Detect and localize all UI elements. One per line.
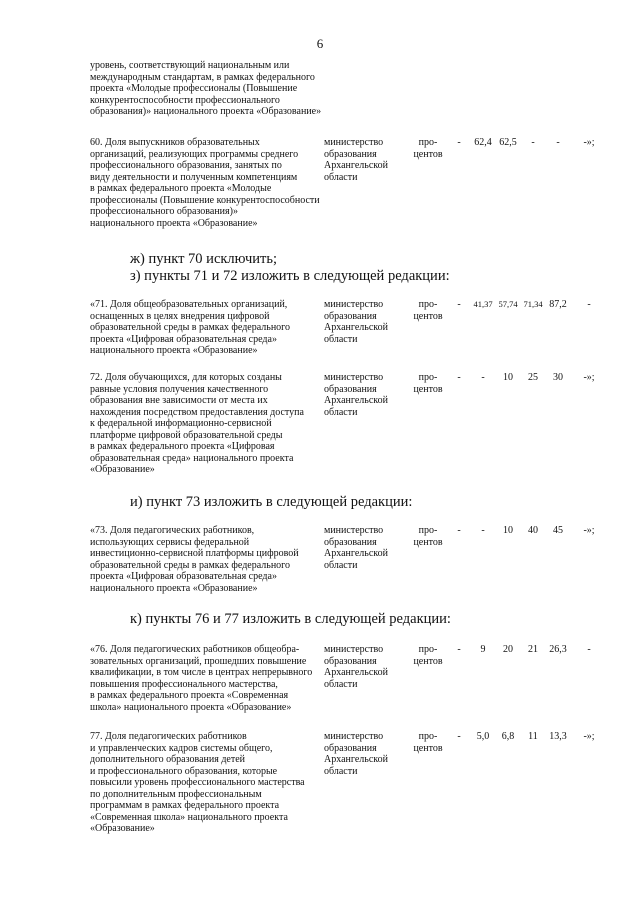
cell-text-line: про- bbox=[418, 137, 438, 148]
cell-text-line: министерство bbox=[324, 731, 384, 742]
cell-text-line: повышения профессионального мастерства, bbox=[90, 678, 278, 690]
cell-text-line: виду деятельности и полученным компетенциям bbox=[90, 171, 298, 183]
cell-text-line: Архангельской bbox=[324, 395, 388, 406]
cell-text-line: в рамках федерального проекта «Современная bbox=[90, 690, 289, 701]
responsible-organization bbox=[324, 644, 402, 690]
amendment-heading-z: з) пункты 71 и 72 изложить в следующей редакции: bbox=[130, 268, 450, 284]
unit-of-measure bbox=[406, 731, 450, 754]
cell-text-line: конкурентоспособности профессионального bbox=[90, 94, 280, 106]
cell-text-line: про- bbox=[418, 644, 438, 655]
cell-text-line: образования bbox=[324, 310, 377, 322]
cell-text-line: образования bbox=[324, 655, 377, 667]
cell-text-line: области bbox=[324, 171, 358, 183]
responsible-organization bbox=[324, 299, 402, 345]
cell-text-line: министерство bbox=[324, 644, 384, 655]
cell-text-line: центов bbox=[413, 310, 443, 322]
cell-text-line: области bbox=[324, 765, 358, 777]
cell-text-line: «Образование» bbox=[90, 464, 155, 475]
cell-text-line: про- bbox=[418, 525, 438, 536]
cell-text-line: «71. Доля общеобразовательных организаций, bbox=[90, 299, 288, 310]
cell-text-line: проекта «Молодые профессионалы (Повышение bbox=[90, 83, 298, 94]
cell-text-line: и профессионального образования, которые bbox=[90, 765, 278, 777]
unit-of-measure bbox=[406, 525, 450, 548]
indicator-value-4: 25 bbox=[528, 372, 538, 383]
cell-text-line: образовательной среды в рамках федерального bbox=[90, 322, 291, 333]
indicator-value-2: 62,4 bbox=[474, 137, 492, 148]
cell-text-line: «76. Доля педагогических работников общеобра- bbox=[90, 644, 300, 655]
indicator-description bbox=[90, 644, 320, 713]
indicator-value-4: 71,34 bbox=[523, 299, 543, 309]
indicator-value-1: - bbox=[457, 299, 461, 310]
indicator-description bbox=[90, 731, 320, 835]
indicator-value-5: 30 bbox=[553, 372, 563, 383]
cell-text-line: Архангельской bbox=[324, 548, 388, 559]
cell-text-line: центов bbox=[413, 536, 443, 548]
cell-text-line: проекта «Цифровая образовательная среда» bbox=[90, 571, 277, 582]
indicator-description bbox=[90, 372, 320, 476]
cell-text-line: повысили уровень профессионального мастерства bbox=[90, 777, 305, 788]
indicator-value-6: -»; bbox=[583, 525, 595, 536]
indicator-value-3: 6,8 bbox=[501, 731, 515, 742]
unit-of-measure bbox=[406, 299, 450, 322]
cell-text-line: про- bbox=[418, 372, 438, 383]
responsible-organization bbox=[324, 372, 402, 418]
amendment-heading-k: к) пункты 76 и 77 изложить в следующей редакции: bbox=[130, 611, 451, 627]
indicator-value-3: 10 bbox=[503, 525, 513, 536]
indicator-value-1: - bbox=[457, 525, 461, 536]
cell-text-line: платформе цифровой образовательной среды bbox=[90, 429, 283, 441]
unit-of-measure bbox=[406, 644, 450, 667]
indicator-value-5: - bbox=[556, 137, 560, 148]
cell-text-line: «Образование» bbox=[90, 823, 155, 834]
cell-text-line: национального проекта «Образование» bbox=[90, 582, 258, 594]
cell-text-line: инвестиционно-сервисной платформы цифровой bbox=[90, 548, 299, 559]
cell-text-line: области bbox=[324, 559, 358, 571]
cell-text-line: Архангельской bbox=[324, 667, 388, 678]
cell-text-line: образования)» национального проекта «Образование» bbox=[90, 106, 322, 117]
cell-text-line: проекта «Цифровая образовательная среда» bbox=[90, 333, 277, 345]
indicator-value-2: - bbox=[481, 525, 485, 536]
cell-text-line: Архангельской bbox=[324, 754, 388, 765]
cell-text-line: зовательных организаций, прошедших повышение bbox=[90, 655, 307, 667]
cell-text-line: 60. Доля выпускников образовательных bbox=[90, 137, 260, 148]
indicator-value-6: -»; bbox=[583, 731, 595, 742]
cell-text-line: в рамках федерального проекта «Цифровая bbox=[90, 441, 275, 452]
cell-text-line: образовательной среды в рамках федерального bbox=[90, 559, 291, 571]
responsible-organization bbox=[324, 525, 402, 571]
indicator-value-6: - bbox=[587, 299, 591, 310]
cell-text-line: профессионального образования, занятых по bbox=[90, 160, 282, 171]
cell-text-line: международным стандартам, в рамках федерального bbox=[90, 71, 315, 83]
indicator-description bbox=[90, 137, 320, 229]
cell-text-line: 77. Доля педагогических работников bbox=[90, 731, 247, 742]
cell-text-line: центов bbox=[413, 655, 443, 667]
cell-text-line: центов bbox=[413, 148, 443, 160]
indicator-value-3: 62,5 bbox=[499, 137, 517, 148]
cell-text-line: нахождения посредством предоставления доступа bbox=[90, 406, 304, 418]
indicator-value-2: 41,37 bbox=[473, 299, 493, 309]
cell-text-line: дополнительного образования детей bbox=[90, 754, 245, 765]
cell-text-line: в рамках федерального проекта «Молодые bbox=[90, 183, 272, 194]
indicator-value-5: 87,2 bbox=[549, 299, 567, 310]
indicator-value-5: 26,3 bbox=[549, 644, 567, 655]
unit-of-measure bbox=[406, 137, 450, 160]
cell-text-line: центов bbox=[413, 383, 443, 395]
cell-text-line: министерство bbox=[324, 525, 384, 536]
unit-of-measure bbox=[406, 372, 450, 395]
indicator-value-6: -»; bbox=[583, 372, 595, 383]
responsible-organization bbox=[324, 731, 402, 777]
indicator-value-3: 20 bbox=[503, 644, 513, 655]
indicator-value-5: 45 bbox=[553, 525, 563, 536]
cell-text-line: к федеральной информационно-сервисной bbox=[90, 418, 272, 429]
cell-text-line: министерство bbox=[324, 372, 384, 383]
cell-text-line: образования вне зависимости от места их bbox=[90, 395, 268, 406]
cell-text-line: равные условия получения качественного bbox=[90, 383, 269, 395]
cell-text-line: центов bbox=[413, 742, 443, 754]
indicator-value-5: 13,3 bbox=[549, 731, 567, 742]
cell-text-line: организаций, реализующих программы среднего bbox=[90, 148, 299, 160]
cell-text-line: уровень, соответствующий национальным или bbox=[90, 60, 290, 71]
responsible-organization bbox=[324, 137, 402, 183]
indicator-value-2: 9 bbox=[480, 644, 486, 655]
indicator-value-1: - bbox=[457, 372, 461, 383]
cell-text-line: области bbox=[324, 333, 358, 345]
indicator-value-1: - bbox=[457, 731, 461, 742]
cell-text-line: профессионалы (Повышение конкурентоспособности bbox=[90, 194, 320, 206]
indicator-value-6: -»; bbox=[583, 137, 595, 148]
amendment-heading-i: и) пункт 73 изложить в следующей редакции: bbox=[130, 494, 413, 510]
indicator-value-2: 5,0 bbox=[476, 731, 490, 742]
cell-text-line: области bbox=[324, 678, 358, 690]
indicator-value-4: - bbox=[531, 137, 535, 148]
cell-text-line: образования bbox=[324, 148, 377, 160]
cell-text-line: образовательная среда» национального проекта bbox=[90, 452, 294, 464]
cell-text-line: школа» национального проекта «Образование» bbox=[90, 701, 292, 713]
cell-text-line: министерство bbox=[324, 137, 384, 148]
indicator-value-2: - bbox=[481, 372, 485, 383]
cell-text-line: министерство bbox=[324, 299, 384, 310]
page-number: 6 bbox=[316, 36, 324, 51]
indicator-description bbox=[90, 525, 320, 594]
indicator-value-4: 40 bbox=[528, 525, 538, 536]
indicator-value-4: 11 bbox=[528, 731, 538, 742]
cell-text-line: области bbox=[324, 406, 358, 418]
cell-text-line: образования bbox=[324, 383, 377, 395]
cell-text-line: «73. Доля педагогических работников, bbox=[90, 525, 255, 536]
cell-text-line: образования bbox=[324, 536, 377, 548]
cell-text-line: Архангельской bbox=[324, 322, 388, 333]
indicator-description bbox=[90, 60, 320, 118]
indicator-value-6: - bbox=[587, 644, 591, 655]
indicator-value-1: - bbox=[457, 644, 461, 655]
cell-text-line: национального проекта «Образование» bbox=[90, 345, 258, 356]
indicator-value-4: 21 bbox=[528, 644, 538, 655]
cell-text-line: по дополнительным профессиональным bbox=[90, 788, 262, 800]
cell-text-line: и управленческих кадров системы общего, bbox=[90, 742, 273, 754]
cell-text-line: Архангельской bbox=[324, 160, 388, 171]
cell-text-line: использующих сервисы федеральной bbox=[90, 536, 250, 548]
cell-text-line: квалификации, в том числе в центрах непрерывного bbox=[90, 667, 313, 678]
cell-text-line: образования bbox=[324, 742, 377, 754]
cell-text-line: национального проекта «Образование» bbox=[90, 217, 258, 229]
indicator-value-3: 57,74 bbox=[498, 299, 518, 309]
indicator-value-1: - bbox=[457, 137, 461, 148]
cell-text-line: про- bbox=[418, 731, 438, 742]
cell-text-line: «Современная школа» национального проекта bbox=[90, 811, 288, 823]
cell-text-line: 72. Доля обучающихся, для которых созданы bbox=[90, 372, 282, 383]
indicator-value-3: 10 bbox=[503, 372, 513, 383]
indicator-description bbox=[90, 299, 320, 357]
cell-text-line: профессионального образования)» bbox=[90, 206, 238, 217]
cell-text-line: про- bbox=[418, 299, 438, 310]
cell-text-line: программам в рамках федерального проекта bbox=[90, 800, 280, 811]
cell-text-line: оснащенных в целях внедрения цифровой bbox=[90, 310, 270, 322]
amendment-heading-zh: ж) пункт 70 исключить; bbox=[130, 251, 277, 267]
